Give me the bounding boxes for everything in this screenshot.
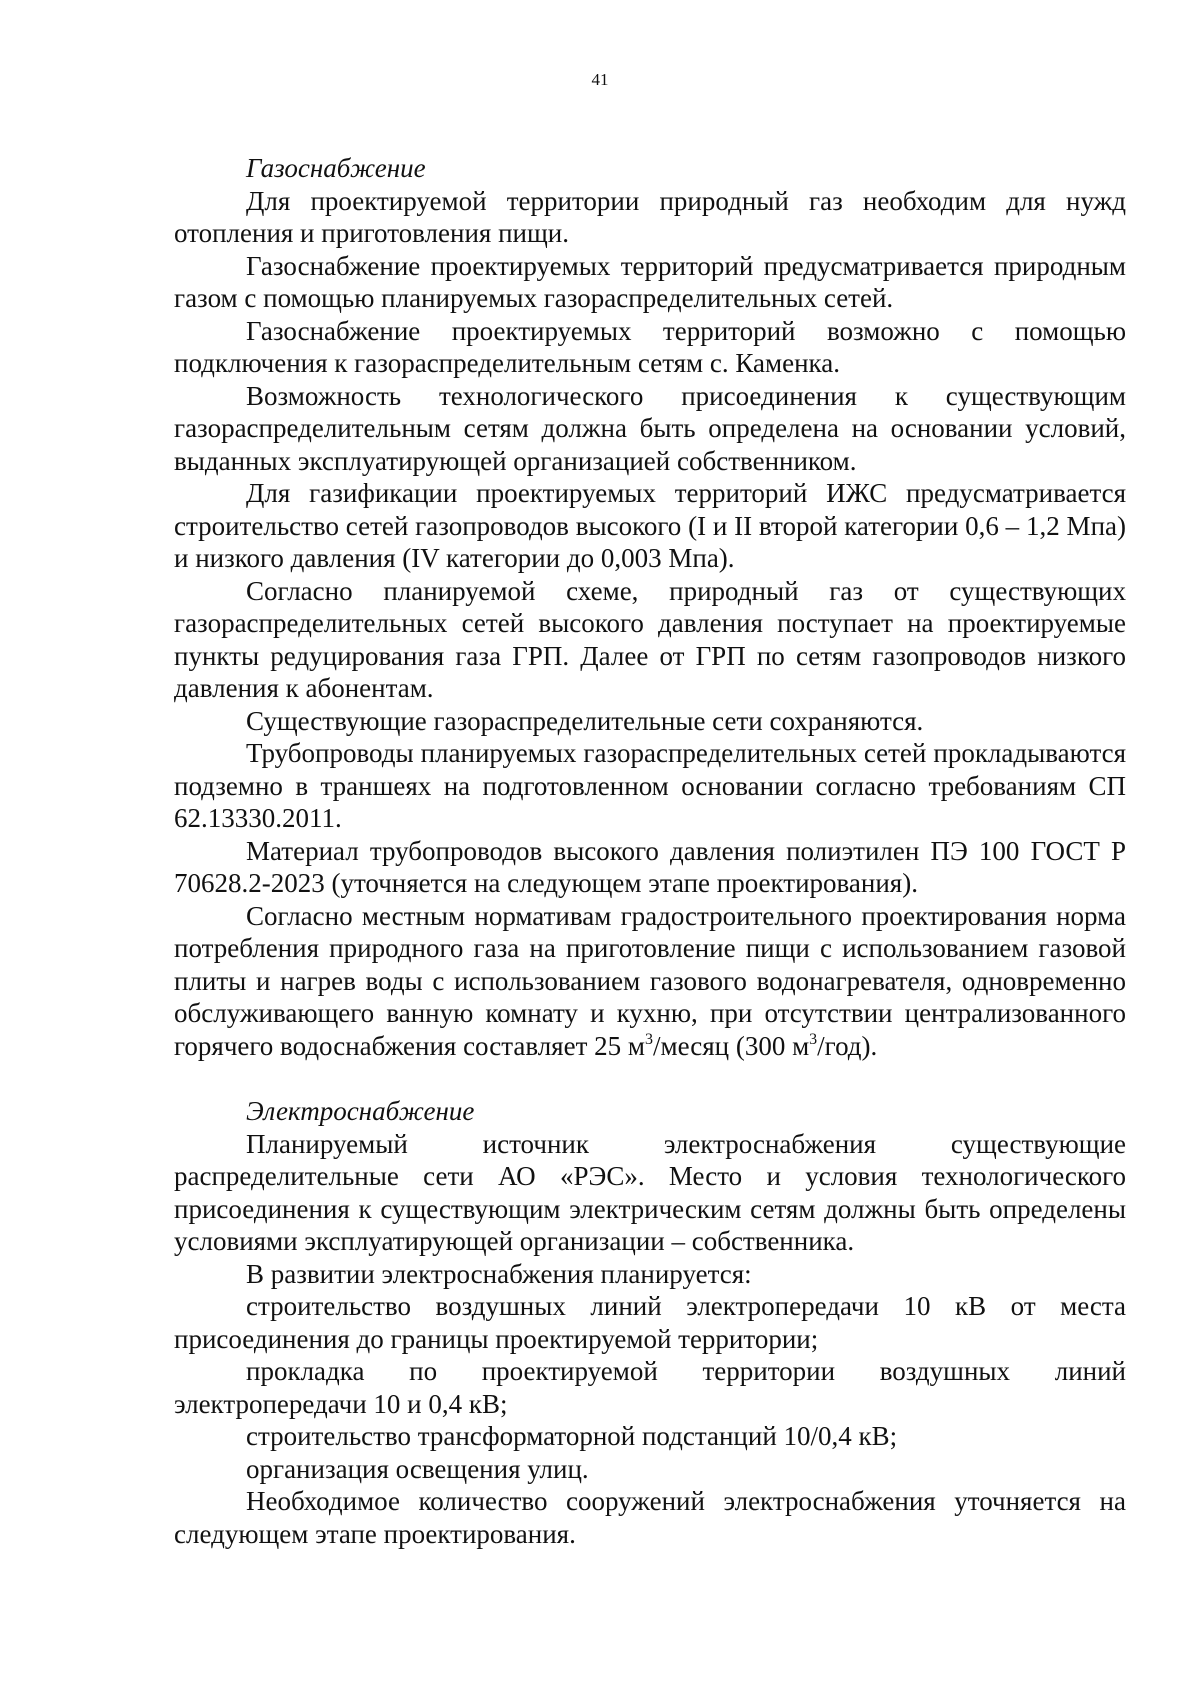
gas-consumption-norm-paragraph [174,900,1126,1063]
section-title-power-supply: Электроснабжение [246,1096,475,1126]
paragraph: В развитии электроснабжения планируется: [246,1258,752,1289]
list-item: организация освещения улиц. [246,1453,589,1484]
paragraph: Планируемый источник электроснабжения существующие распределительные сети АО «РЭС». Место и условия технологического присоединения к существующим электрическим сетям должны быть определены условиями эксплуатирующей организации – собственника. [174,1128,1126,1256]
superscript: 3 [644,1030,653,1048]
paragraph: Для проектируемой территории природный газ необходим для нужд отопления и приготовления пищи. [174,185,1126,248]
paragraph: Материал трубопроводов высокого давления полиэтилен ПЭ 100 ГОСТ Р 70628.2-2023 (уточняется на следующем этапе проектирования). [174,835,1126,898]
norm-text-part: Согласно местным нормативам градостроительного проектирования норма потребления природного газа на приготовление пищи с использованием газовой плиты и нагрев воды с использованием газового водонагревателя, одновременно обслуживающего ванную комнату и кухню, при отсутствии централизованного горячего водоснабжения составляет 25 м [174,900,1126,1061]
list-item: строительство трансформаторной подстанций 10/0,4 кВ; [246,1421,898,1451]
norm-text-part: /год). [817,1030,878,1061]
superscript: 3 [809,1030,818,1048]
paragraph: Необходимое количество сооружений электроснабжения уточняется на следующем этапе проектирования. [174,1486,1126,1549]
paragraph: Существующие газораспределительные сети сохраняются. [246,705,924,736]
paragraph: Возможность технологического присоединения к существующим газораспределительным сетям должна быть определена на основании условий, выданных эксплуатирующей организацией собственником. [174,380,1126,476]
list-item: прокладка по проектируемой территории воздушных линий электропередачи 10 и 0,4 кВ; [174,1356,1126,1419]
page-number: 41 [591,70,609,89]
paragraph: Согласно планируемой схеме, природный газ от существующих газораспределительных сетей высокого давления поступает на проектируемые пункты редуцирования газа ГРП. Далее от ГРП по сетям газопроводов низкого давления к абонентам. [174,575,1126,703]
paragraph: Газоснабжение проектируемых территорий возможно с помощью подключения к газораспределительным сетям с. Каменка. [174,315,1126,378]
paragraph: Для газификации проектируемых территорий ИЖС предусматривается строительство сетей газопроводов высокого (I и II второй категории 0,6 – 1,2 Мпа) и низкого давления (IV категории до 0,003 Мпа). [174,478,1126,573]
norm-text-part: /месяц (300 м [652,1030,810,1061]
document-body [174,152,1126,1550]
list-item: строительство воздушных линий электропередачи 10 кВ от места присоединения до границы проектируемой территории; [174,1291,1126,1354]
section-title-gas-supply: Газоснабжение [246,153,426,183]
paragraph: Трубопроводы планируемых газораспределительных сетей прокладываются подземно в траншеях на подготовленном основании согласно требованиям СП 62.13330.2011. [174,738,1126,833]
paragraph: Газоснабжение проектируемых территорий предусматривается природным газом с помощью планируемых газораспределительных сетей. [174,250,1126,313]
